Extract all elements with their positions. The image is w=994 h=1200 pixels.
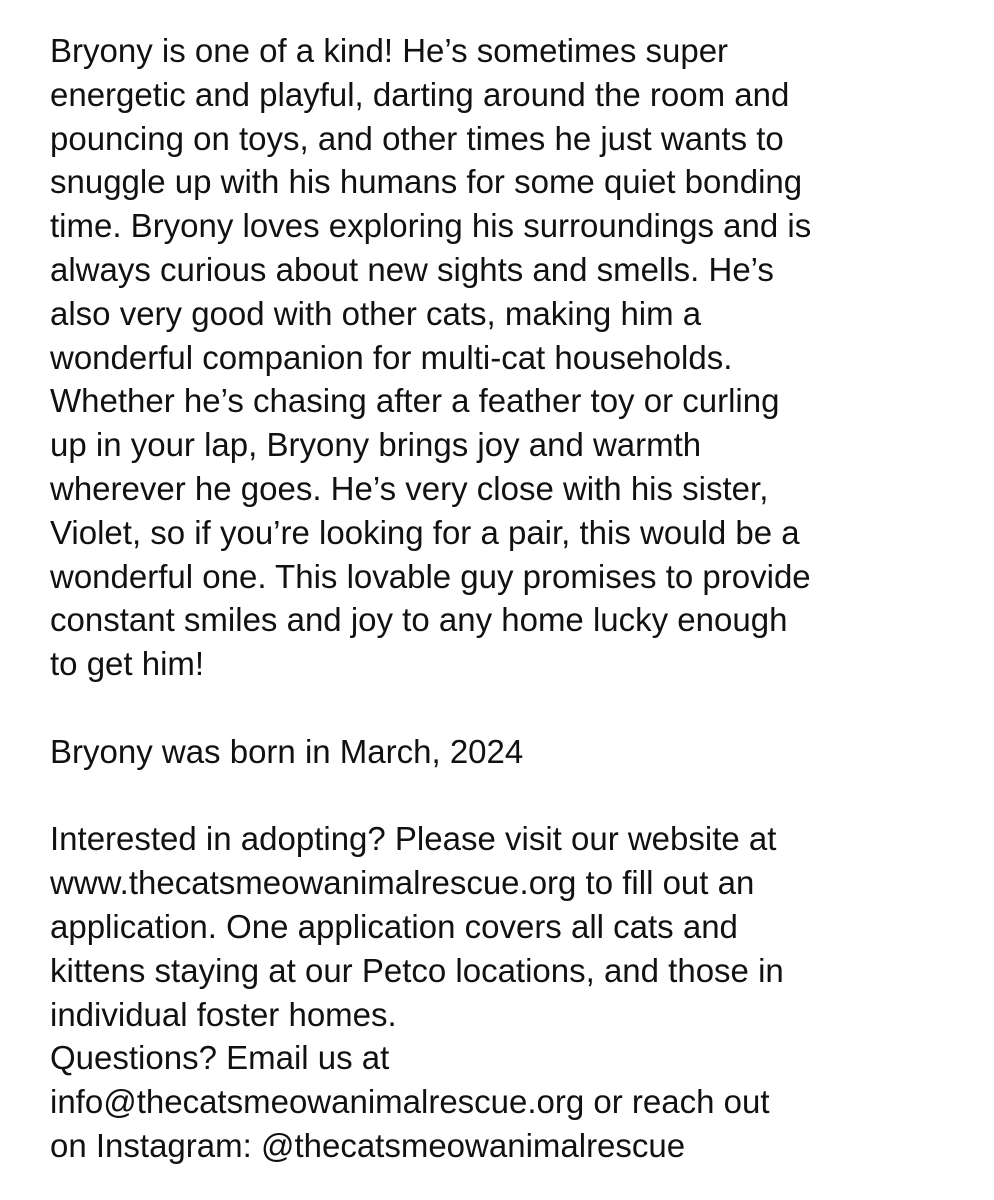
paragraph-spacer [50, 686, 954, 730]
bio-line: Bryony is one of a kind! He’s sometimes super [50, 32, 729, 69]
bio-line: wherever he goes. He’s very close with his sister, [50, 469, 769, 507]
adoption-line: application. One application covers all cats and [50, 907, 738, 945]
bio-paragraph [50, 29, 954, 686]
questions-line: Questions? Email us at [50, 1039, 390, 1077]
website-line: www.thecatsmeowanimalrescue.org to fill out an [50, 864, 755, 902]
bio-line: time. Bryony loves exploring his surroundings and is [50, 207, 812, 245]
bio-line: Violet, so if you’re looking for a pair, this would be a [50, 513, 800, 551]
adoption-line: Interested in adopting? Please visit our website at [50, 820, 777, 858]
bio-line: constant smiles and joy to any home lucky enough [50, 601, 788, 639]
bio-line: always curious about new sights and smells. He’s [50, 250, 774, 288]
bio-line: snuggle up with his humans for some quiet bonding [50, 163, 803, 201]
adoption-info-paragraph [50, 817, 954, 1167]
bio-line: pouncing on toys, and other times he just wants to [50, 119, 784, 157]
birth-line: Bryony was born in March, 2024 [50, 732, 524, 770]
adoption-line: kittens staying at our Petco locations, and those in [50, 951, 784, 989]
email-line: info@thecatsmeowanimalrescue.org or reach out [50, 1083, 770, 1121]
bio-line: energetic and playful, darting around the room and [50, 75, 790, 113]
bio-line: wonderful one. This lovable guy promises to provide [50, 557, 811, 595]
bio-line: also very good with other cats, making him a [50, 294, 702, 332]
bio-line: to get him! [50, 645, 205, 683]
instagram-line: on Instagram: @thecatsmeowanimalrescue [50, 1126, 686, 1164]
paragraph-spacer [50, 774, 954, 818]
birth-date-text [50, 730, 954, 774]
bio-line: Whether he’s chasing after a feather toy or curling [50, 382, 780, 420]
bio-line: wonderful companion for multi-cat households. [50, 338, 733, 376]
adoption-line: individual foster homes. [50, 995, 397, 1033]
bio-line: up in your lap, Bryony brings joy and warmth [50, 426, 702, 464]
